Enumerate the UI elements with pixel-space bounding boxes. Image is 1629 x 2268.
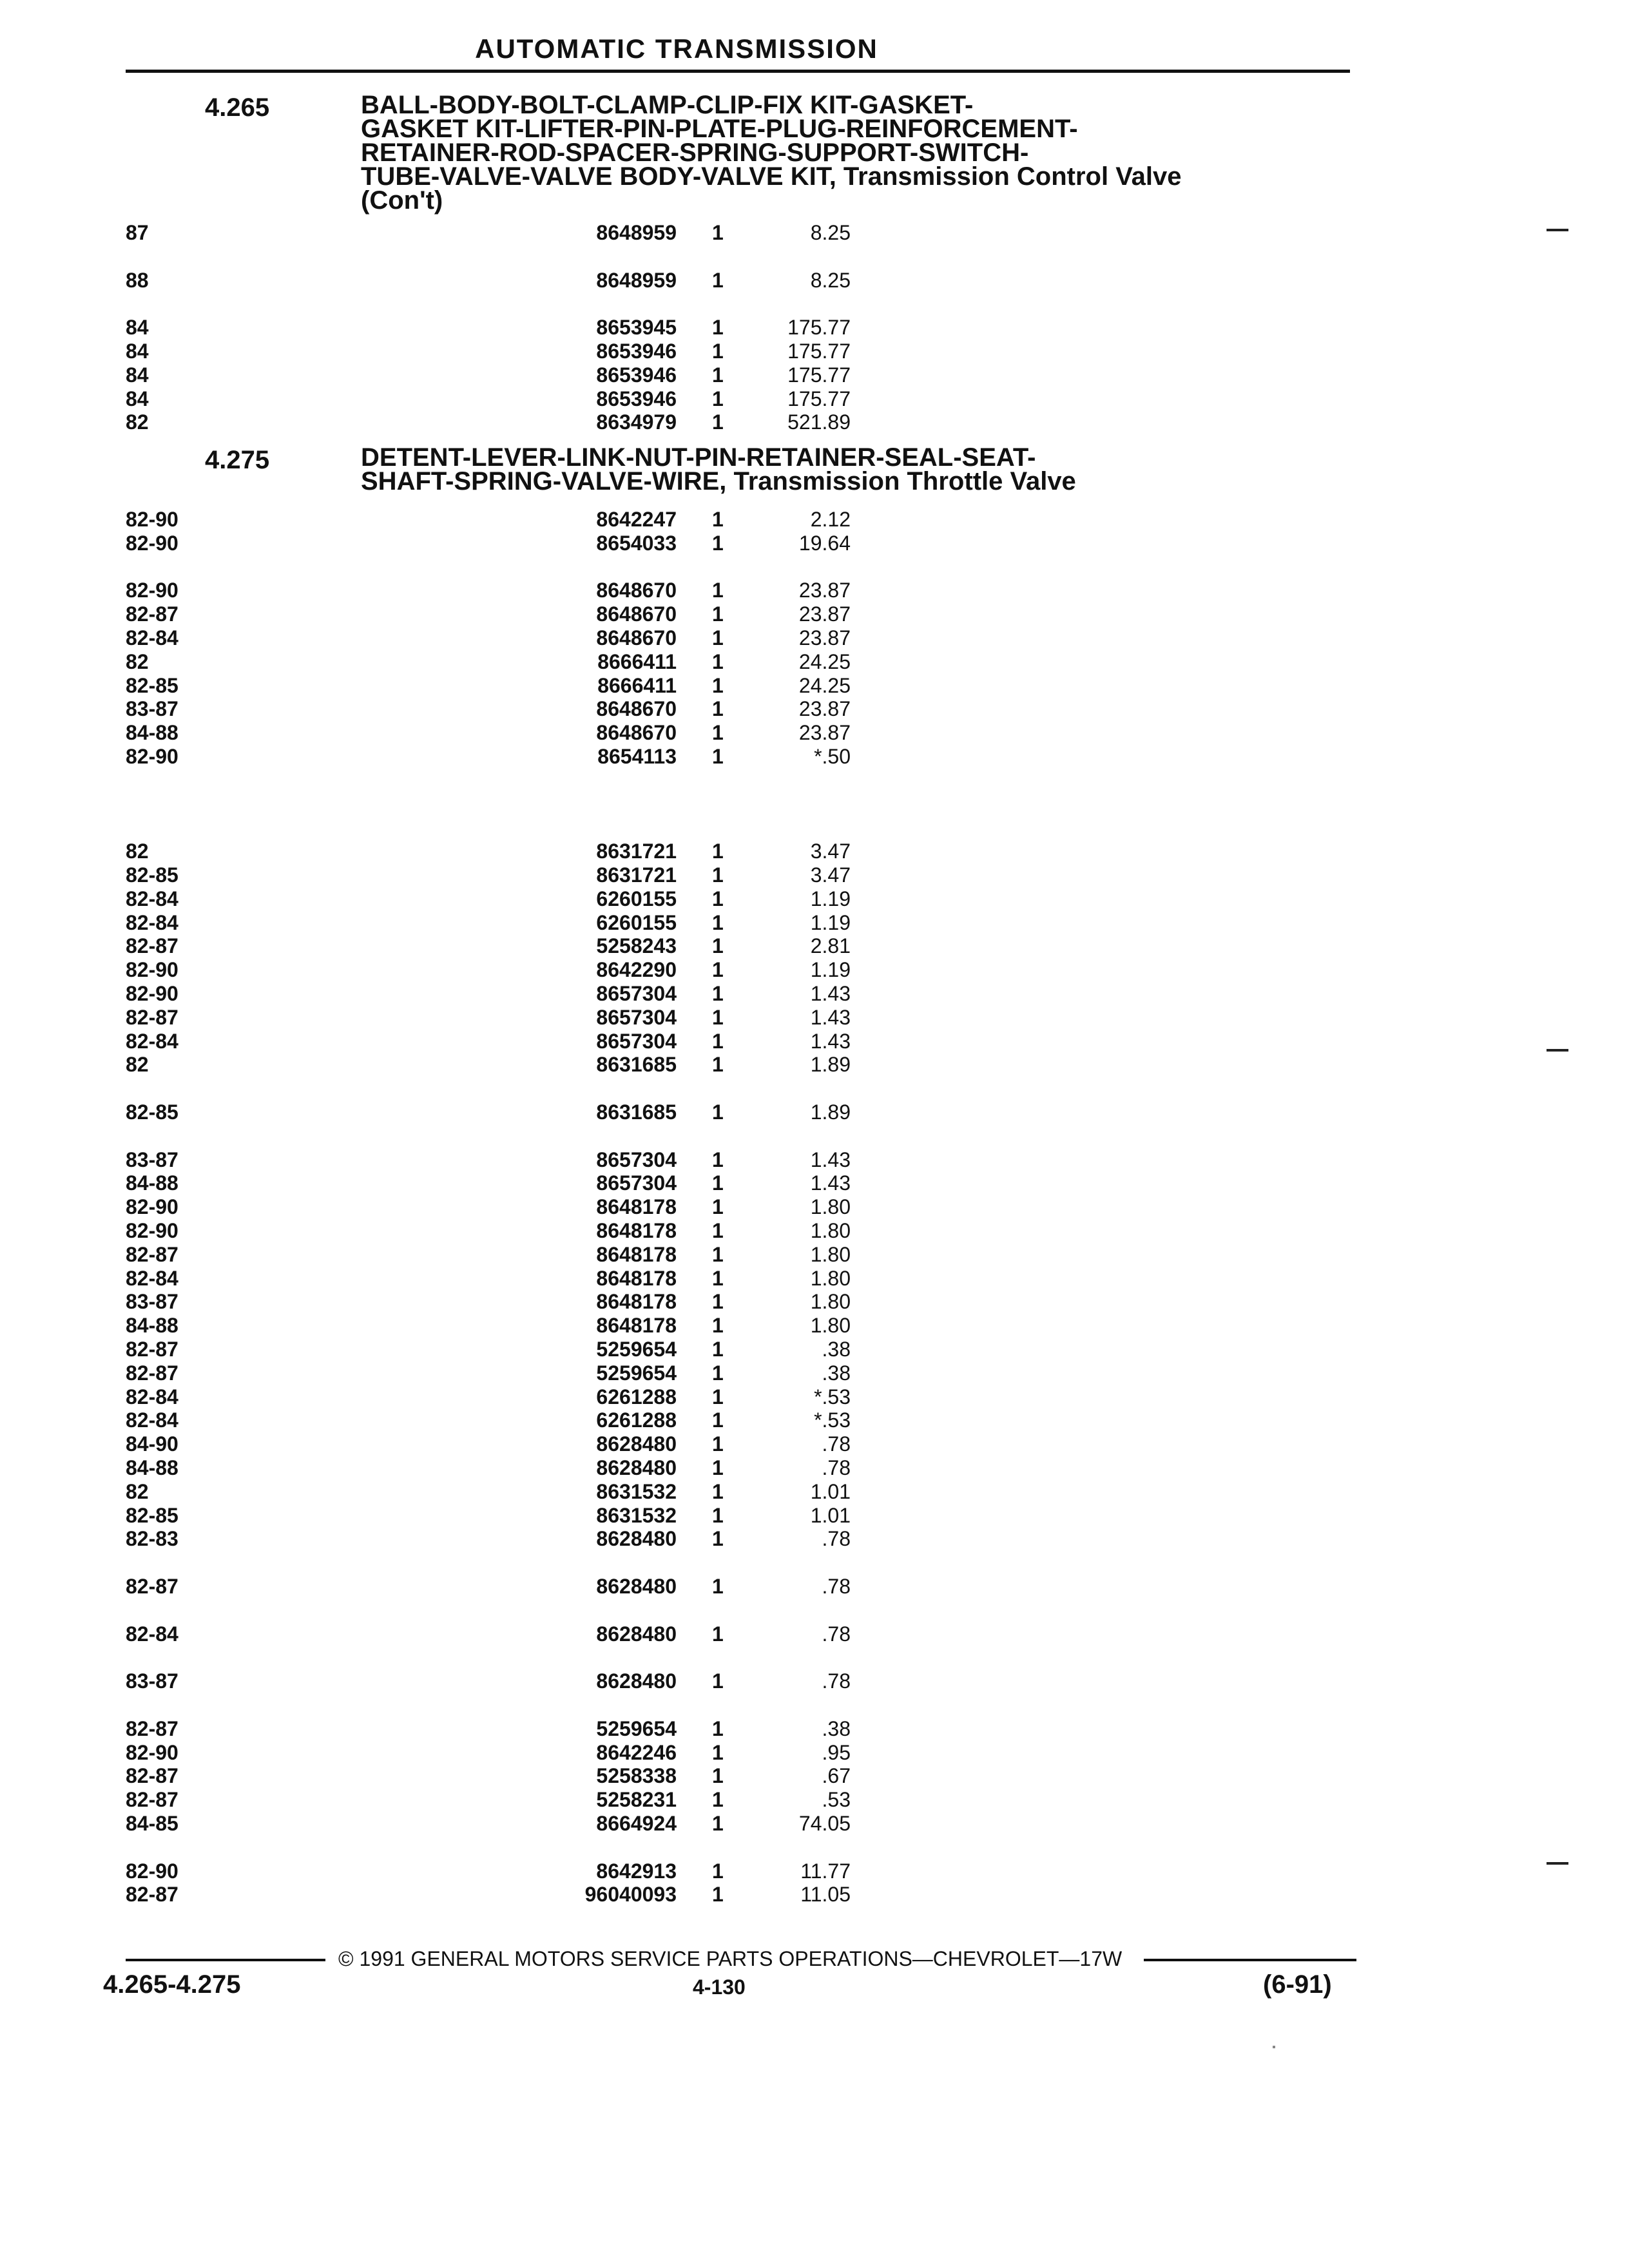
quantity: 1	[712, 1859, 724, 1883]
price: 23.87	[798, 721, 851, 745]
year-range: 82-85	[126, 673, 178, 697]
year-range: 82-84	[126, 1622, 178, 1646]
quantity: 1	[712, 1408, 724, 1432]
quantity: 1	[712, 602, 724, 626]
part-number: 5259654	[596, 1716, 677, 1740]
price: .78	[822, 1456, 851, 1479]
quantity: 1	[712, 910, 724, 934]
part-number: 8648670	[596, 697, 677, 721]
year-range: 83-87	[126, 1290, 178, 1314]
quantity: 1	[712, 1527, 724, 1551]
part-number: 8642247	[596, 508, 677, 531]
price: 74.05	[798, 1812, 851, 1835]
price: 1.01	[810, 1479, 851, 1503]
price: 521.89	[787, 410, 851, 434]
margin-tick	[1547, 229, 1568, 231]
year-range: 82	[126, 1053, 149, 1077]
quantity: 1	[712, 1148, 724, 1171]
year-range: 82-90	[126, 1195, 178, 1219]
quantity: 1	[712, 1195, 724, 1219]
price: 1.80	[810, 1266, 851, 1290]
part-number: 6261288	[596, 1408, 677, 1432]
quantity: 1	[712, 721, 724, 745]
quantity: 1	[712, 887, 724, 910]
price: 1.43	[810, 1171, 851, 1195]
part-number: 8642290	[596, 958, 677, 982]
part-number: 8666411	[597, 673, 677, 697]
quantity: 1	[712, 1100, 724, 1124]
quantity: 1	[712, 316, 724, 340]
price: 1.19	[810, 958, 851, 982]
section-title-line: TUBE-VALVE-VALVE BODY-VALVE KIT, Transmission Control Valve	[361, 162, 1182, 191]
quantity: 1	[712, 840, 724, 863]
price: .78	[822, 1432, 851, 1456]
year-range: 82-87	[126, 1764, 178, 1788]
part-number: 5259654	[596, 1338, 677, 1361]
price: 23.87	[798, 697, 851, 721]
quantity: 1	[712, 1361, 724, 1385]
part-number: 8654033	[596, 531, 677, 555]
part-number: 8653946	[596, 363, 677, 387]
price: 24.25	[798, 673, 851, 697]
part-number: 8648670	[596, 579, 677, 602]
year-range: 82	[126, 840, 149, 863]
part-number: 8657304	[596, 1029, 677, 1053]
price: 2.12	[810, 508, 851, 531]
year-range: 87	[126, 221, 149, 244]
year-range: 82-83	[126, 1527, 178, 1551]
quantity: 1	[712, 1171, 724, 1195]
quantity: 1	[712, 934, 724, 958]
quantity: 1	[712, 1812, 724, 1835]
year-range: 84	[126, 387, 149, 410]
part-number: 8642913	[596, 1859, 677, 1883]
part-number: 8631721	[596, 840, 677, 863]
year-range: 82-85	[126, 863, 178, 887]
quantity: 1	[712, 958, 724, 982]
price: 2.81	[810, 934, 851, 958]
part-number: 8628480	[596, 1527, 677, 1551]
price: 1.43	[810, 1005, 851, 1029]
margin-tick	[1547, 1049, 1568, 1052]
quantity: 1	[712, 745, 724, 768]
price: 8.25	[810, 268, 851, 292]
quantity: 1	[712, 1622, 724, 1646]
price: *.53	[814, 1385, 851, 1408]
section-title-line: BALL-BODY-BOLT-CLAMP-CLIP-FIX KIT-GASKET-	[361, 91, 974, 119]
quantity: 1	[712, 982, 724, 1005]
year-range: 82-87	[126, 1788, 178, 1812]
quantity: 1	[712, 1219, 724, 1242]
price: .53	[822, 1788, 851, 1812]
part-number: 8628480	[596, 1432, 677, 1456]
section-title-line: RETAINER-ROD-SPACER-SPRING-SUPPORT-SWITCH-	[361, 139, 1029, 167]
price: .67	[822, 1764, 851, 1788]
quantity: 1	[712, 1385, 724, 1408]
price: 19.64	[798, 531, 851, 555]
part-number: 8648178	[596, 1314, 677, 1338]
year-range: 84	[126, 316, 149, 340]
year-range: 82-87	[126, 1361, 178, 1385]
price: .78	[822, 1575, 851, 1598]
year-range: 82-90	[126, 531, 178, 555]
year-range: 82-87	[126, 1338, 178, 1361]
quantity: 1	[712, 1883, 724, 1907]
quantity: 1	[712, 363, 724, 387]
quantity: 1	[712, 673, 724, 697]
part-number: 8642246	[596, 1740, 677, 1764]
price: 1.19	[810, 910, 851, 934]
part-number: 6260155	[596, 910, 677, 934]
part-number: 8657304	[596, 1171, 677, 1195]
quantity: 1	[712, 1669, 724, 1693]
price: 3.47	[810, 863, 851, 887]
price: 1.43	[810, 1029, 851, 1053]
price: 175.77	[787, 340, 851, 363]
part-number: 8631532	[596, 1503, 677, 1527]
quantity: 1	[712, 221, 724, 244]
part-number: 8648959	[596, 221, 677, 244]
part-number: 8657304	[596, 1148, 677, 1171]
year-range: 82-85	[126, 1100, 178, 1124]
quantity: 1	[712, 1314, 724, 1338]
part-number: 8648178	[596, 1195, 677, 1219]
price: 1.80	[810, 1195, 851, 1219]
year-range: 82-90	[126, 982, 178, 1005]
year-range: 82-90	[126, 1740, 178, 1764]
price: 1.01	[810, 1503, 851, 1527]
part-number: 8648178	[596, 1290, 677, 1314]
price: 1.80	[810, 1314, 851, 1338]
part-number: 5259654	[596, 1361, 677, 1385]
year-range: 82-87	[126, 1242, 178, 1266]
date-code: (6-91)	[1263, 1970, 1332, 1999]
year-range: 82-87	[126, 602, 178, 626]
page-title: AUTOMATIC TRANSMISSION	[475, 34, 878, 64]
price: 1.80	[810, 1219, 851, 1242]
margin-tick	[1547, 1862, 1568, 1865]
scan-speck	[1273, 2046, 1275, 2048]
quantity: 1	[712, 1788, 724, 1812]
section-number: 4.275	[205, 446, 270, 474]
year-range: 83-87	[126, 1669, 178, 1693]
year-range: 84-85	[126, 1812, 178, 1835]
quantity: 1	[712, 1029, 724, 1053]
price: .95	[822, 1740, 851, 1764]
part-number: 8634979	[596, 410, 677, 434]
header-rule	[126, 70, 1350, 73]
section-range: 4.265-4.275	[103, 1970, 241, 1999]
price: .38	[822, 1716, 851, 1740]
year-range: 83-87	[126, 1148, 178, 1171]
quantity: 1	[712, 1290, 724, 1314]
year-range: 82-87	[126, 1716, 178, 1740]
price: 23.87	[798, 626, 851, 649]
part-number: 6260155	[596, 887, 677, 910]
year-range: 82-84	[126, 887, 178, 910]
quantity: 1	[712, 1740, 724, 1764]
year-range: 84	[126, 340, 149, 363]
price: .38	[822, 1361, 851, 1385]
price: .78	[822, 1622, 851, 1646]
year-range: 82-87	[126, 1575, 178, 1598]
year-range: 82-87	[126, 1005, 178, 1029]
year-range: 82-84	[126, 1385, 178, 1408]
part-number: 8653945	[596, 316, 677, 340]
part-number: 8648178	[596, 1242, 677, 1266]
price: .38	[822, 1338, 851, 1361]
part-number: 8657304	[596, 982, 677, 1005]
part-number: 5258243	[596, 934, 677, 958]
page-number: 4-130	[693, 1975, 746, 1999]
part-number: 6261288	[596, 1385, 677, 1408]
quantity: 1	[712, 1456, 724, 1479]
year-range: 82-85	[126, 1503, 178, 1527]
part-number: 8628480	[596, 1669, 677, 1693]
price: 175.77	[787, 363, 851, 387]
year-range: 83-87	[126, 697, 178, 721]
quantity: 1	[712, 1005, 724, 1029]
part-number: 8648670	[596, 602, 677, 626]
year-range: 84-88	[126, 721, 178, 745]
price: 175.77	[787, 316, 851, 340]
quantity: 1	[712, 697, 724, 721]
part-number: 5258231	[596, 1788, 677, 1812]
price: 175.77	[787, 387, 851, 410]
quantity: 1	[712, 340, 724, 363]
quantity: 1	[712, 863, 724, 887]
quantity: 1	[712, 1716, 724, 1740]
part-number: 5258338	[596, 1764, 677, 1788]
price: 23.87	[798, 602, 851, 626]
price: 11.77	[800, 1859, 851, 1883]
price: 1.80	[810, 1290, 851, 1314]
price: 11.05	[800, 1883, 851, 1907]
section-number: 4.265	[205, 93, 270, 122]
part-number: 96040093	[584, 1883, 677, 1907]
price: 1.89	[810, 1100, 851, 1124]
quantity: 1	[712, 410, 724, 434]
price: 3.47	[810, 840, 851, 863]
year-range: 88	[126, 268, 149, 292]
price: *.53	[814, 1408, 851, 1432]
copyright-line: © 1991 GENERAL MOTORS SERVICE PARTS OPERATIONS—CHEVROLET—17W	[338, 1947, 1123, 1970]
quantity: 1	[712, 626, 724, 649]
price: *.50	[814, 745, 851, 768]
quantity: 1	[712, 1053, 724, 1077]
year-range: 82-84	[126, 910, 178, 934]
year-range: 82	[126, 410, 149, 434]
price: 1.80	[810, 1242, 851, 1266]
part-number: 8631685	[596, 1100, 677, 1124]
part-number: 8631685	[596, 1053, 677, 1077]
quantity: 1	[712, 1479, 724, 1503]
year-range: 82-90	[126, 1219, 178, 1242]
year-range: 82-90	[126, 508, 178, 531]
part-number: 8648178	[596, 1266, 677, 1290]
year-range: 82-84	[126, 626, 178, 649]
part-number: 8648178	[596, 1219, 677, 1242]
section-title-line: GASKET KIT-LIFTER-PIN-PLATE-PLUG-REINFORCEMENT-	[361, 115, 1078, 143]
part-number: 8648670	[596, 721, 677, 745]
year-range: 84	[126, 363, 149, 387]
price: 1.89	[810, 1053, 851, 1077]
part-number: 8628480	[596, 1622, 677, 1646]
part-number: 8657304	[596, 1005, 677, 1029]
part-number: 8631532	[596, 1479, 677, 1503]
footer-rule	[1144, 1959, 1356, 1961]
section-title-line: DETENT-LEVER-LINK-NUT-PIN-RETAINER-SEAL-SEAT-	[361, 443, 1036, 472]
quantity: 1	[712, 1432, 724, 1456]
year-range: 82-87	[126, 934, 178, 958]
quantity: 1	[712, 1503, 724, 1527]
quantity: 1	[712, 579, 724, 602]
year-range: 82-90	[126, 1859, 178, 1883]
part-number: 8664924	[596, 1812, 677, 1835]
year-range: 84-88	[126, 1314, 178, 1338]
year-range: 82	[126, 1479, 149, 1503]
year-range: 84-88	[126, 1171, 178, 1195]
year-range: 82-90	[126, 958, 178, 982]
year-range: 82-84	[126, 1029, 178, 1053]
part-number: 8653946	[596, 340, 677, 363]
section-title	[361, 443, 1353, 495]
quantity: 1	[712, 387, 724, 410]
quantity: 1	[712, 649, 724, 673]
year-range: 82-90	[126, 579, 178, 602]
quantity: 1	[712, 531, 724, 555]
part-number: 8628480	[596, 1575, 677, 1598]
quantity: 1	[712, 1764, 724, 1788]
year-range: 84-90	[126, 1432, 178, 1456]
quantity: 1	[712, 1266, 724, 1290]
section-title-line: (Con't)	[361, 186, 443, 215]
part-number: 8631721	[596, 863, 677, 887]
price: 1.19	[810, 887, 851, 910]
part-number: 8648670	[596, 626, 677, 649]
quantity: 1	[712, 1575, 724, 1598]
price: .78	[822, 1527, 851, 1551]
quantity: 1	[712, 1338, 724, 1361]
part-number: 8648959	[596, 268, 677, 292]
year-range: 82-90	[126, 745, 178, 768]
price: 24.25	[798, 649, 851, 673]
part-number: 8628480	[596, 1456, 677, 1479]
price: 1.43	[810, 1148, 851, 1171]
section-title	[361, 93, 1353, 213]
part-number: 8653946	[596, 387, 677, 410]
price: 8.25	[810, 221, 851, 244]
price: 1.43	[810, 982, 851, 1005]
year-range: 82	[126, 649, 149, 673]
quantity: 1	[712, 268, 724, 292]
price: .78	[822, 1669, 851, 1693]
quantity: 1	[712, 1242, 724, 1266]
price: 23.87	[798, 579, 851, 602]
section-title-line: SHAFT-SPRING-VALVE-WIRE, Transmission Throttle Valve	[361, 467, 1076, 495]
year-range: 82-84	[126, 1408, 178, 1432]
part-number: 8654113	[597, 745, 677, 768]
footer-rule	[126, 1959, 325, 1961]
part-number: 8666411	[597, 649, 677, 673]
year-range: 84-88	[126, 1456, 178, 1479]
quantity: 1	[712, 508, 724, 531]
year-range: 82-87	[126, 1883, 178, 1907]
year-range: 82-84	[126, 1266, 178, 1290]
